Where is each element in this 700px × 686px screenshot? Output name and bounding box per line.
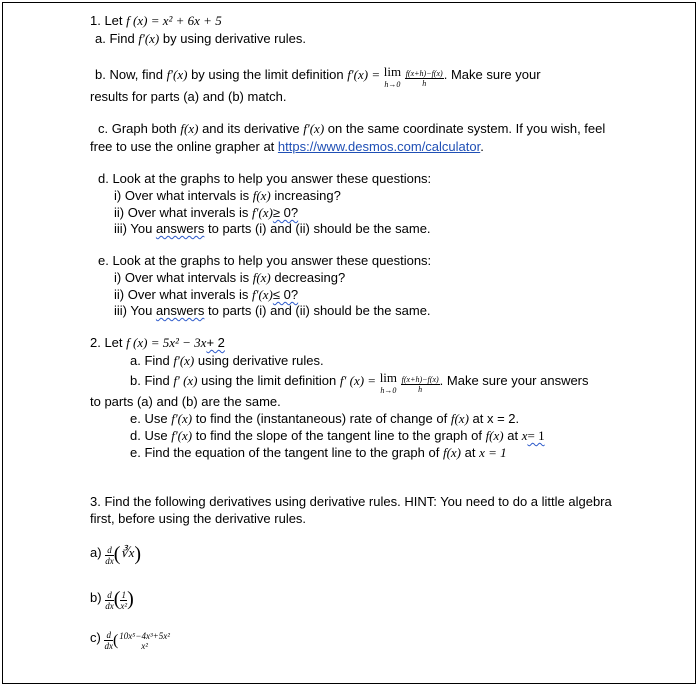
q2-e2-val: x = 1 — [479, 445, 507, 460]
q2-b-lim: lim — [379, 370, 398, 385]
q2-b-fprime: f′ (x) — [173, 373, 198, 388]
q1-c-line2 — [90, 139, 484, 155]
q2-b-dot: . — [439, 373, 444, 388]
q3-c-label: c) — [90, 630, 101, 645]
q2-d-fprime: f′(x) — [171, 428, 193, 443]
q2-b-frac-num: f(x+h)−f(x) — [401, 375, 439, 384]
q1-e-ii-pre: ii) Over what inverals is — [114, 287, 249, 302]
q1-stem — [90, 13, 222, 29]
q1-d-iii-post: to parts (i) and (ii) should be the same. — [207, 221, 431, 236]
q2-e2-fx: f(x) — [442, 445, 462, 460]
q1-a-fprime: f′(x) — [138, 31, 160, 46]
q1-d-i-pre: i) Over what intervals is — [114, 188, 250, 203]
q2-b-line2: to parts (a) and (b) are the same. — [90, 394, 281, 409]
q1-c-mid: and its derivative — [202, 121, 300, 136]
q2-b-fraction — [401, 375, 440, 394]
q2-d-val: = 1 — [527, 428, 545, 443]
q1-b-label: b. Now, find — [95, 67, 163, 82]
q3-b-ddx — [105, 591, 114, 611]
q1-a-text: by using derivative rules. — [162, 31, 306, 46]
q1-e-iii — [114, 303, 431, 319]
q3-b-rparen: ) — [127, 588, 134, 610]
q2-e2-pre: e. Find the equation of the tangent line to the graph of — [130, 445, 440, 460]
q1-c-fprime: f′(x) — [303, 121, 325, 136]
q1-b-line2: results for parts (a) and (b) match. — [90, 89, 287, 104]
q1-part-c — [98, 121, 605, 137]
q3-a-label: a) — [90, 545, 102, 560]
q2-b-def-lhs: f′ (x) = — [339, 373, 377, 388]
q1-b-lim: lim — [383, 64, 402, 79]
q1-d-iii — [114, 221, 431, 237]
q1-d-ii — [114, 205, 298, 221]
q3-b-d-num: d — [107, 590, 112, 600]
q2-stem — [90, 335, 225, 351]
q3-part-a — [90, 545, 141, 566]
q2-e-post: at x = 2. — [472, 411, 520, 426]
q3-a-lparen: ( — [113, 543, 121, 565]
q3-c-lparen: ( — [112, 632, 119, 649]
q3-c-fraction — [118, 632, 171, 651]
q3-b-den: x² — [120, 601, 128, 611]
q2-e-pre: e. Use — [130, 411, 168, 426]
q1-part-b — [95, 66, 541, 90]
q3-b-lparen: ( — [113, 588, 121, 610]
q2-function: f (x) = 5x² − 3x — [126, 335, 207, 350]
q3-part-b — [90, 590, 134, 611]
q2-part-d — [130, 428, 545, 444]
q1-e-title: e. Look at the graphs to help you answer these questions: — [98, 253, 432, 268]
q1-d-i-fx: f(x) — [252, 188, 271, 203]
q3-a-d-den: dx — [105, 556, 114, 566]
q1-b-lim-sub: h→0 — [384, 80, 401, 89]
q3-b-label: b) — [90, 590, 102, 605]
q1-b-fprime: f′(x) — [166, 67, 188, 82]
q2-b-text: using the limit definition — [201, 373, 337, 388]
q1-d-ii-pre: ii) Over what inverals is — [114, 205, 249, 220]
q3-line2: first, before using the derivative rules. — [90, 511, 307, 526]
q3-a-d-num: d — [107, 545, 112, 555]
q2-part-a — [130, 353, 324, 369]
q1-e-i-post: decreasing? — [274, 270, 346, 285]
q1-e-i — [114, 270, 345, 286]
q2-e-fx: f(x) — [450, 411, 469, 426]
q1-b-dot: . — [443, 67, 448, 82]
q1-c-line2-post: . — [480, 139, 484, 154]
q1-d-ii-cond: ≥ 0? — [272, 205, 299, 220]
q1-d-i-post: increasing? — [274, 188, 341, 203]
q3-a-rparen: ) — [134, 543, 142, 565]
q1-d-i — [114, 188, 341, 204]
q3-a-ddx — [105, 546, 114, 566]
q2-b-limit — [380, 372, 397, 396]
q1-e-ii — [114, 287, 298, 303]
q3-a-expr: ∛x — [120, 545, 135, 560]
q2-b-tail: Make sure your answers — [446, 373, 589, 388]
q1-e-i-pre: i) Over what intervals is — [114, 270, 250, 285]
q2-b-label: b. Find — [130, 373, 170, 388]
q2-a-text: using derivative rules. — [197, 353, 324, 368]
q1-function: f (x) = x² + 6x + 5 — [126, 13, 222, 28]
q2-stem-label: 2. Let — [90, 335, 123, 350]
q2-part-e — [130, 411, 519, 427]
q1-b-frac-den: h — [422, 79, 427, 88]
q1-e-iii-post: to parts (i) and (ii) should be the same. — [207, 303, 431, 318]
q1-c-fx: f(x) — [180, 121, 199, 136]
q2-b-lim-sub: h→0 — [380, 386, 397, 395]
q1-c-line2-pre: free to use the online grapher at — [90, 139, 275, 154]
q1-stem-label: 1. Let — [90, 13, 123, 28]
q3-c-ddx — [104, 631, 113, 651]
q1-c-pre: c. Graph both — [98, 121, 177, 136]
q1-part-a — [95, 31, 306, 47]
q1-e-ii-fprime: f′(x) — [252, 287, 273, 302]
q3-part-c — [90, 630, 171, 651]
q2-part-e2 — [130, 445, 507, 461]
q2-d-fx: f(x) — [485, 428, 504, 443]
q1-d-ii-fprime: f′(x) — [252, 205, 273, 220]
q1-b-def-lhs: f′(x) = — [347, 67, 381, 82]
q2-e-mid: to find the (instantaneous) rate of change of — [195, 411, 448, 426]
q1-d-iii-word: answers — [155, 221, 205, 236]
q1-d-title: d. Look at the graphs to help you answer these questions: — [98, 171, 432, 186]
q3-c-d-num: d — [106, 630, 111, 640]
q1-b-limit — [384, 66, 401, 90]
q2-e-fprime: f′(x) — [171, 411, 193, 426]
q1-b-text: by using the limit definition — [191, 67, 344, 82]
q2-part-b — [130, 372, 589, 396]
q2-b-frac-den: h — [418, 385, 423, 394]
q1-b-tail: Make sure your — [450, 67, 541, 82]
q3-c-num: 10x⁵−4x³+5x² — [119, 631, 170, 641]
q1-d-iii-pre: iii) You — [114, 221, 153, 236]
q3-line1: 3. Find the following derivatives using derivative rules. HINT: You need to do a little algebra — [90, 494, 612, 509]
q1-b-fraction — [405, 69, 444, 88]
q1-e-i-fx: f(x) — [252, 270, 271, 285]
q1-e-iii-pre: iii) You — [114, 303, 153, 318]
q2-e2-at: at — [464, 445, 476, 460]
q2-a-label: a. Find — [130, 353, 170, 368]
q3-c-den: x² — [141, 641, 148, 651]
q3-b-d-den: dx — [105, 601, 114, 611]
q3-c-d-den: dx — [104, 641, 113, 651]
q2-d-pre: d. Use — [130, 428, 168, 443]
q1-c-tail: on the same coordinate system. If you wish, feel — [327, 121, 606, 136]
q2-a-fprime: f′(x) — [173, 353, 195, 368]
q2-d-x: x — [521, 428, 528, 443]
q2-function-tail: + 2 — [206, 335, 225, 350]
q2-d-at: at — [507, 428, 519, 443]
q3-b-num: 1 — [121, 590, 126, 600]
q2-d-mid: to find the slope of the tangent line to the graph of — [195, 428, 482, 443]
q1-a-label: a. Find — [95, 31, 135, 46]
q1-b-frac-num: f(x+h)−f(x) — [405, 69, 443, 78]
desmos-link[interactable]: https://www.desmos.com/calculator — [277, 139, 481, 154]
q1-e-iii-word: answers — [155, 303, 205, 318]
q1-e-ii-cond: ≤ 0? — [272, 287, 299, 302]
